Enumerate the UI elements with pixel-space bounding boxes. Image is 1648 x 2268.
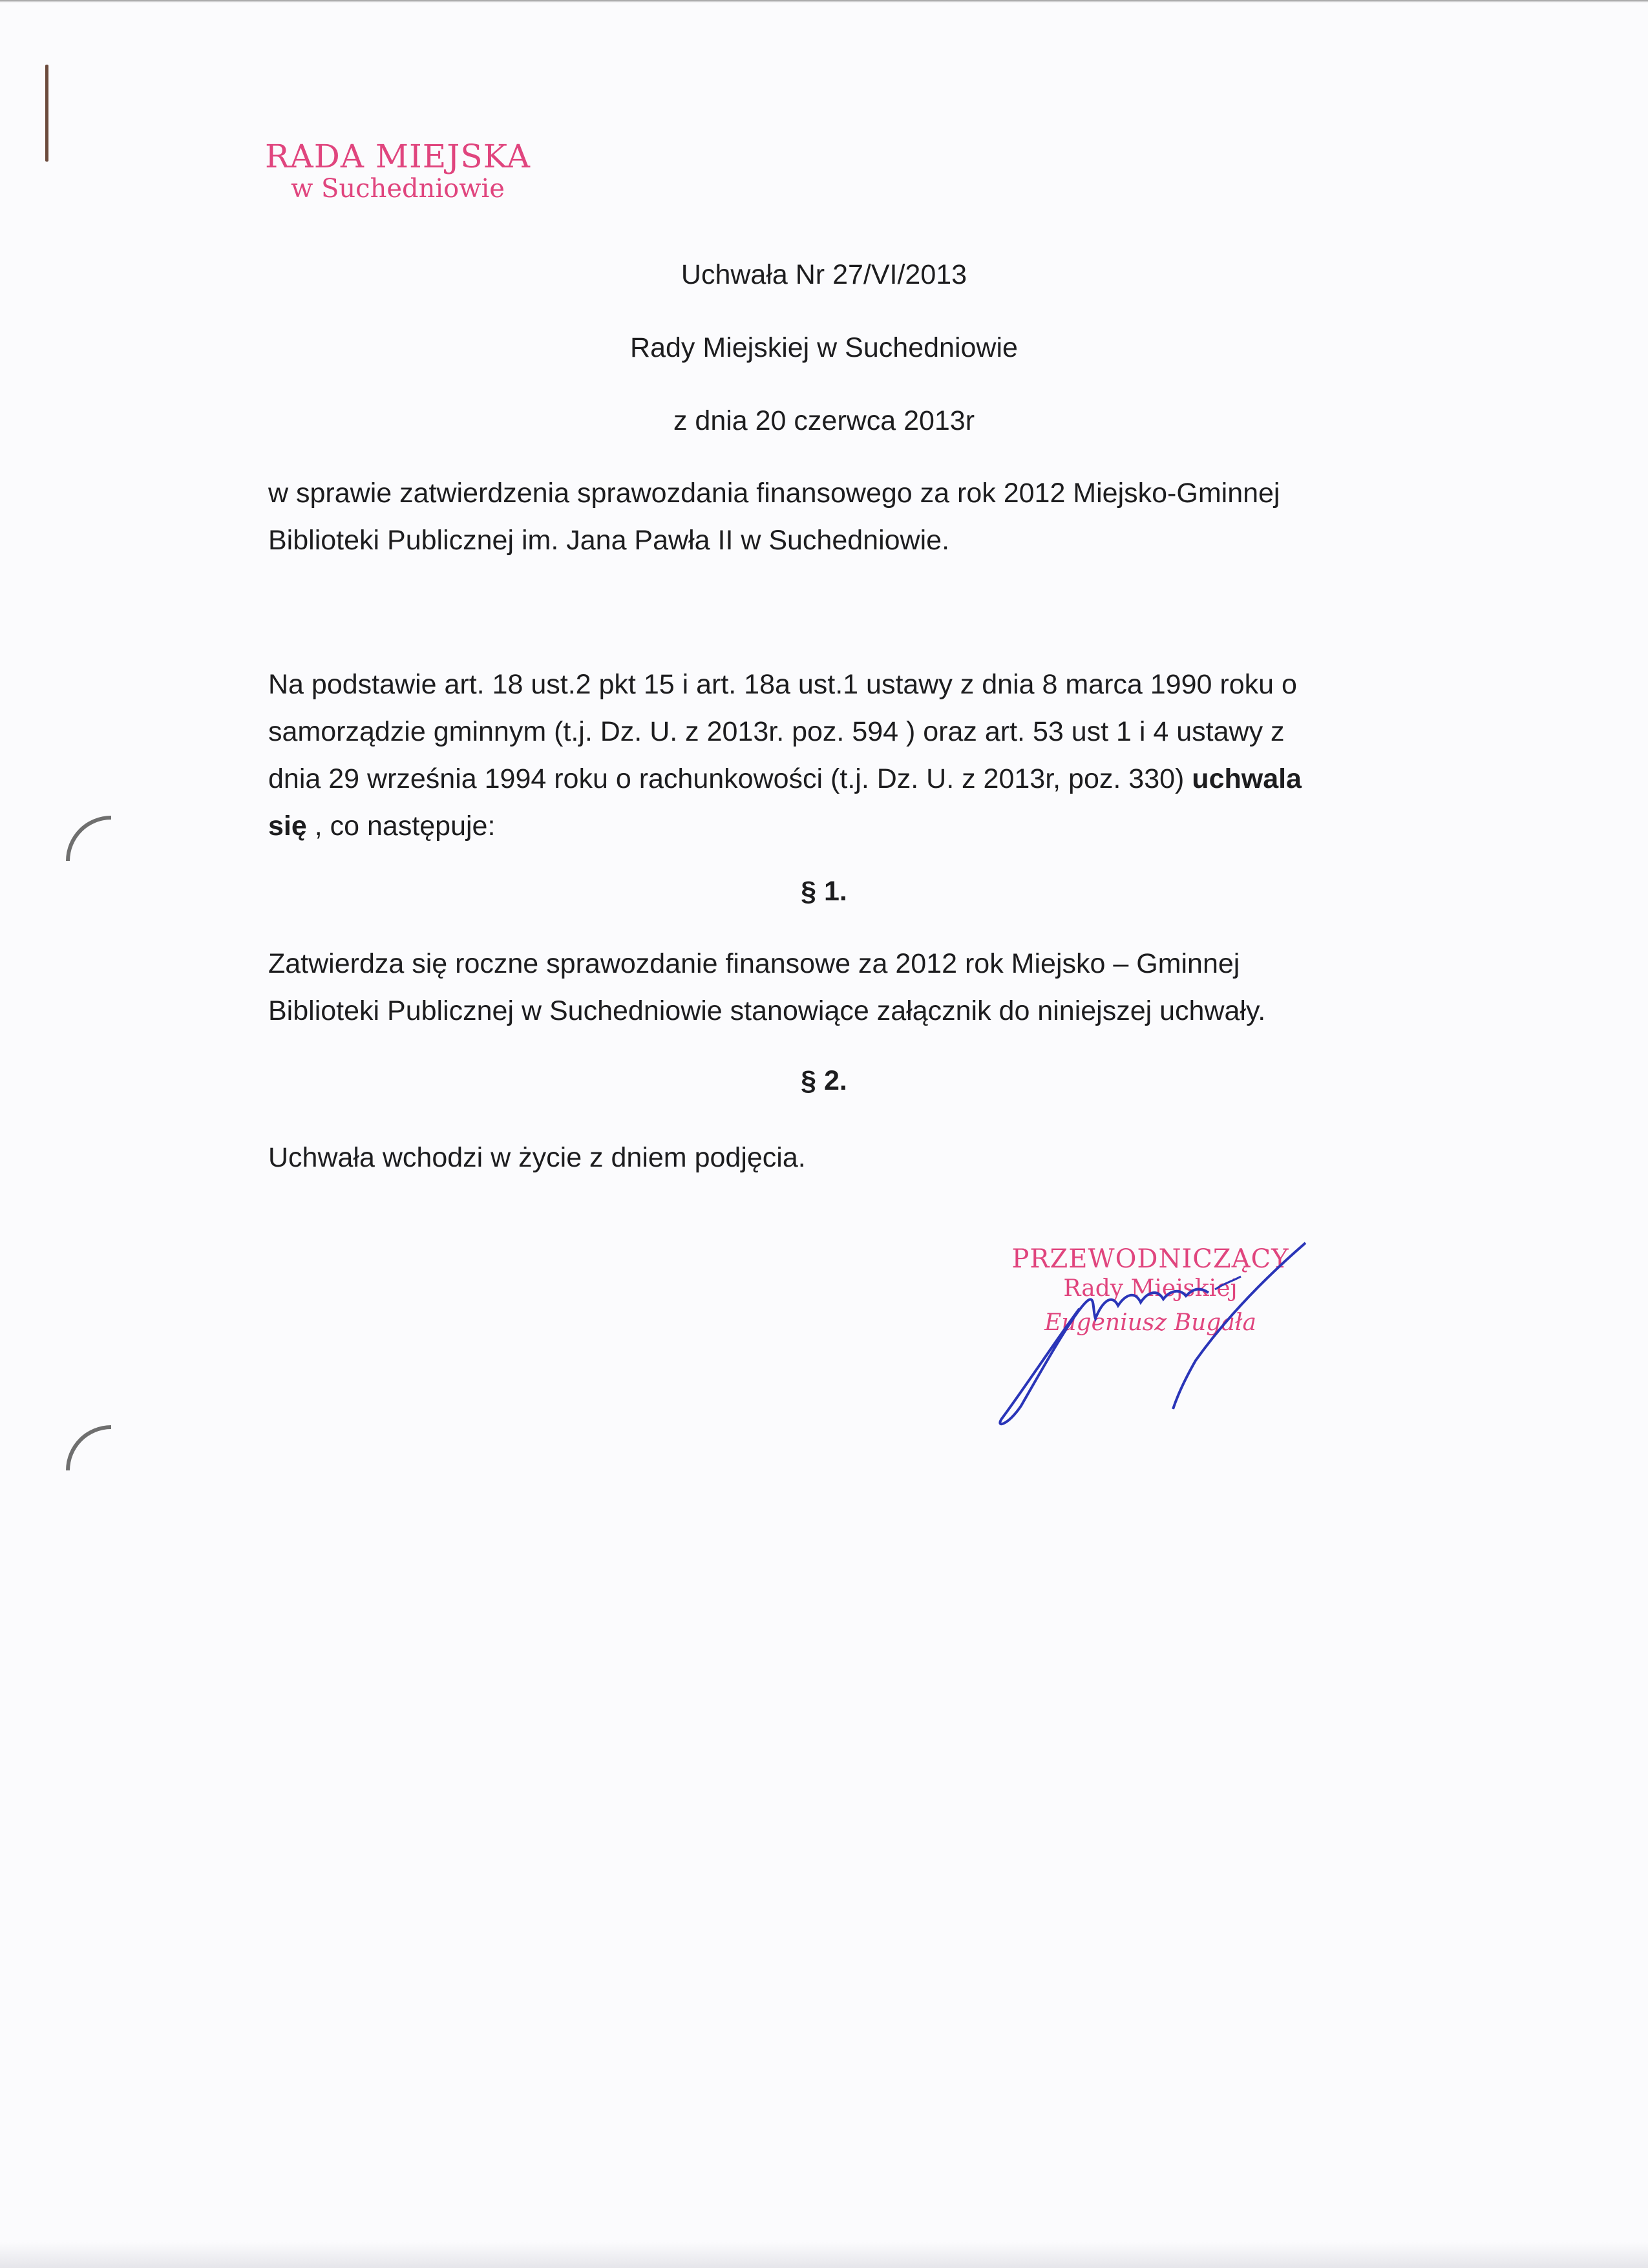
legal-basis [268, 661, 1406, 850]
basis-line: samorządzie gminnym (t.j. Dz. U. z 2013r. poz. 594 ) oraz art. 53 ust 1 i 4 ustawy z [268, 716, 1285, 747]
subject-line: Biblioteki Publicznej im. Jana Pawła II w Suchedniowie. [268, 525, 950, 556]
basis-text: dnia 29 września 1994 roku o rachunkowości (t.j. Dz. U. z 2013r, poz. 330) [268, 763, 1185, 794]
section-line: Zatwierdza się roczne sprawozdanie finansowe za 2012 rok Miejsko – Gminnej [268, 948, 1240, 979]
chairman-title: PRZEWODNICZĄCY [1011, 1244, 1289, 1274]
chairman-name: Eugeniusz Bugała [1044, 1309, 1256, 1336]
punch-hole-top [66, 816, 111, 861]
basis-line [268, 756, 1406, 803]
punch-hole-bottom [66, 1425, 111, 1470]
stamp-line-council: RADA MIEJSKA [265, 138, 531, 175]
section-line: Biblioteki Publicznej w Suchedniowie stanowiące załącznik do niniejszej uchwały. [268, 995, 1266, 1026]
handwritten-signature [982, 1231, 1318, 1438]
section-1-text [268, 940, 1406, 1035]
resolution-date: z dnia 20 czerwca 2013r [673, 405, 975, 436]
basis-bold: się [268, 811, 307, 842]
section-mark-2: § 2. [801, 1065, 847, 1096]
chairman-body: Rady Miejskiej [1063, 1275, 1238, 1302]
resolution-title [0, 255, 1648, 474]
subject-line: w sprawie zatwierdzenia sprawozdania finansowego za rok 2012 Miejsko-Gminnej [268, 478, 1280, 509]
scan-edge-bottom [0, 2242, 1648, 2268]
resolution-issuer: Rady Miejskiej w Suchedniowie [630, 332, 1018, 363]
section-2-text [268, 1134, 1406, 1182]
basis-line [268, 803, 1406, 850]
section-line: Uchwała wchodzi w życie z dniem podjęcia. [268, 1142, 806, 1173]
council-header-stamp [265, 139, 531, 203]
stamp-line-town: w Suchedniowie [291, 174, 505, 204]
resolution-number: Uchwała Nr 27/VI/2013 [681, 259, 967, 290]
basis-line: Na podstawie art. 18 ust.2 pkt 15 i art. 18a ust.1 ustawy z dnia 8 marca 1990 roku o [268, 669, 1297, 700]
basis-bold: uchwala [1192, 763, 1302, 794]
basis-text: , co następuje: [314, 811, 496, 842]
section-mark-1: § 1. [801, 876, 847, 907]
margin-mark [45, 65, 48, 162]
resolution-subject [268, 470, 1406, 564]
scan-edge-top [0, 0, 1648, 3]
